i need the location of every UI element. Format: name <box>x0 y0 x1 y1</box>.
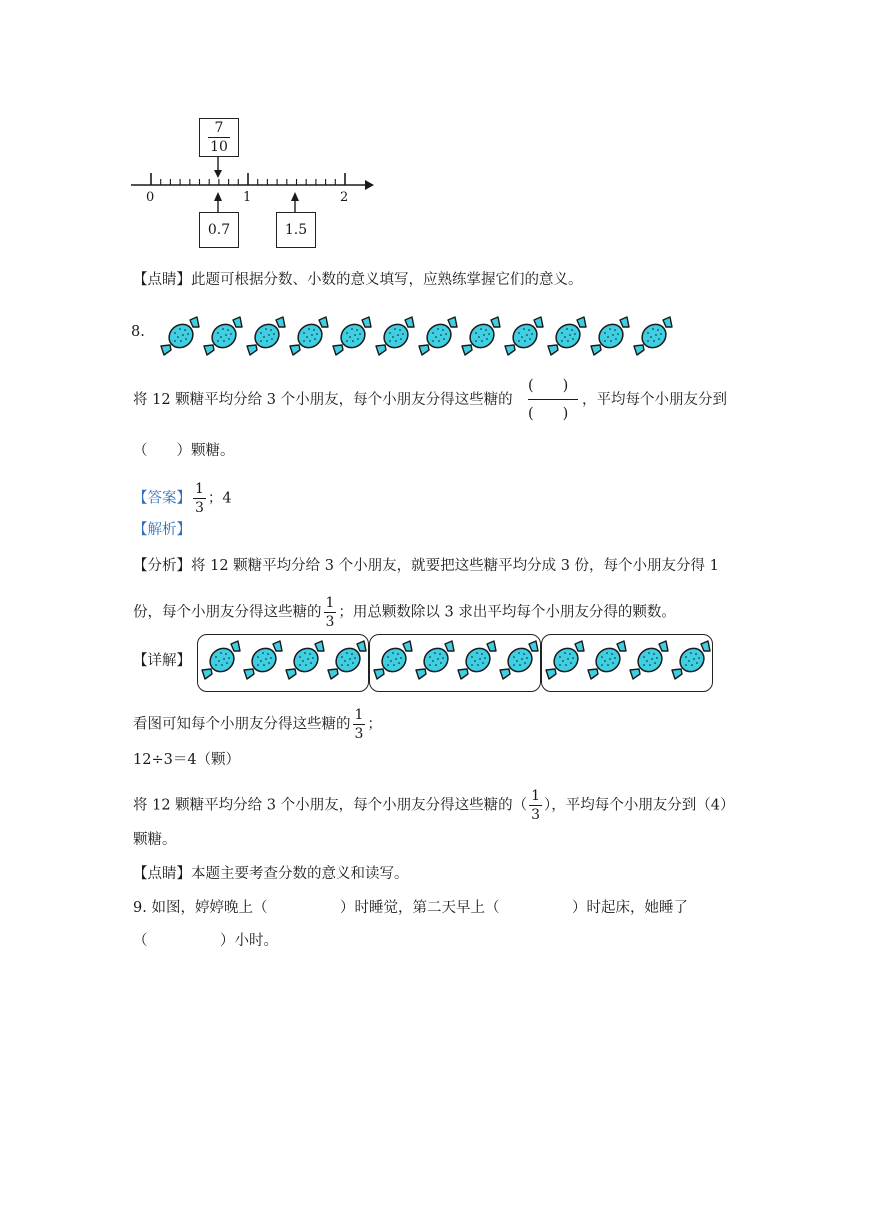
candy-icon <box>243 640 283 680</box>
see-fraction <box>353 707 366 742</box>
see-line <box>133 707 382 742</box>
q8-stem-line2: （ ）颗糖。 <box>133 443 235 459</box>
tick-label-1: 1 <box>243 190 252 205</box>
fraction-denominator: 3 <box>531 807 541 823</box>
fenxi-line1: 【分析】将 12 颗糖平均分给 3 个小朋友，就要把这些糖平均分成 3 份，每个小朋友分得 1 <box>133 558 719 574</box>
candy-icon <box>499 640 539 680</box>
candy-icon <box>332 316 372 356</box>
candy-icon <box>671 640 711 680</box>
fraction-denominator: 3 <box>354 726 364 742</box>
fraction-bar <box>529 805 542 806</box>
fraction-numerator: 1 <box>325 595 335 611</box>
number-line-figure <box>125 110 385 255</box>
candy-icon <box>547 316 587 356</box>
fraction-numerator: 1 <box>531 788 541 804</box>
fraction-bar <box>353 724 366 725</box>
top-fraction-numerator: 7 <box>214 120 224 136</box>
q7-dianjing-comment: 【点睛】此题可根据分数、小数的意义填写，应熟练掌握它们的意义。 <box>133 272 583 288</box>
fraction-denominator: 3 <box>325 614 335 630</box>
final-line1 <box>133 788 735 823</box>
answer-tail: ；4 <box>207 490 232 507</box>
q8-stem-part2: ，平均每个小朋友分到 <box>582 392 727 408</box>
candy-icon <box>504 316 544 356</box>
bottom-left-arrow-head <box>214 192 222 201</box>
top-fraction-denominator: 10 <box>210 139 228 155</box>
top-fraction <box>208 120 230 155</box>
answer-denominator: 3 <box>195 500 204 516</box>
blank-paren-top: ( ) <box>528 378 569 394</box>
grouped-candies <box>197 634 715 692</box>
candy-icon <box>375 316 415 356</box>
q8-answer <box>133 481 232 516</box>
final-post: ），平均每个小朋友分到（4） <box>544 797 735 814</box>
fraction-bar <box>324 612 337 613</box>
fenxi-line2 <box>133 595 676 630</box>
candy-icon <box>289 316 329 356</box>
question-number-8: 8. <box>131 324 145 340</box>
axis-ticks <box>151 173 345 185</box>
q9-line1: 9. 如图，婷婷晚上（ ）时睡觉，第二天早上（ ）时起床，她睡了 <box>133 900 688 916</box>
candy-icon <box>418 316 458 356</box>
fenxi-line2-post: ；用总颗数除以 3 求出平均每个小朋友分得的颗数。 <box>338 604 676 621</box>
candy-icon <box>457 640 497 680</box>
top-arrow-head <box>214 170 222 178</box>
candy-icon <box>590 316 630 356</box>
final-fraction <box>529 788 542 823</box>
fraction-bar <box>193 498 206 499</box>
candy-icon <box>160 316 200 356</box>
candy-icon <box>415 640 455 680</box>
q8-stem-line1 <box>133 390 513 410</box>
candy-icon <box>327 640 367 680</box>
candy-icon <box>461 316 501 356</box>
fenxi-line2-pre: 份，每个小朋友分得这些糖的 <box>133 604 322 621</box>
analysis-label: 【解析】 <box>133 522 191 538</box>
tick-label-2: 2 <box>340 190 349 205</box>
answer-numerator: 1 <box>195 481 204 497</box>
calc-line: 12÷3＝4（颗） <box>133 752 241 768</box>
candy-row <box>160 316 675 358</box>
final-pre: 将 12 颗糖平均分给 3 个小朋友，每个小朋友分得这些糖的（ <box>133 797 528 814</box>
axis-arrowhead <box>365 180 374 190</box>
candy-icon <box>587 640 627 680</box>
candy-groups-figure <box>197 634 715 694</box>
q8-stem-part1: 将 12 颗糖平均分给 3 个小朋友，每个小朋友分得这些糖的 <box>133 392 513 408</box>
see-line-pre: 看图可知每个小朋友分得这些糖的 <box>133 716 351 733</box>
see-line-post: ； <box>367 716 382 733</box>
top-fraction-box <box>199 118 239 157</box>
candy-icon <box>246 316 286 356</box>
candy-icon <box>633 316 673 356</box>
q9-line2: （ ）小时。 <box>133 933 278 949</box>
answer-label: 【答案】 <box>133 490 191 507</box>
blank-fraction-bar <box>528 399 578 400</box>
xiangjie-label: 【详解】 <box>133 653 191 669</box>
candy-icon <box>545 640 585 680</box>
bottom-right-arrow-head <box>291 192 299 201</box>
answer-box-left: 0.7 <box>199 212 239 248</box>
candy-icon <box>629 640 669 680</box>
answer-fraction <box>193 481 206 516</box>
fraction-numerator: 1 <box>354 707 364 723</box>
candy-icon <box>203 316 243 356</box>
tick-label-0: 0 <box>146 190 155 205</box>
number-line-svg <box>125 110 385 255</box>
candy-icon <box>285 640 325 680</box>
candy-icon <box>201 640 241 680</box>
q8-blank-fraction <box>526 374 582 426</box>
blank-paren-bottom: ( ) <box>528 406 569 422</box>
q8-dianjing-comment: 【点睛】本题主要考查分数的意义和读写。 <box>133 866 409 882</box>
candy-icon <box>373 640 413 680</box>
final-line2: 颗糖。 <box>133 832 177 848</box>
answer-box-right: 1.5 <box>276 212 316 248</box>
fraction-bar <box>208 137 230 138</box>
fenxi-fraction <box>324 595 337 630</box>
